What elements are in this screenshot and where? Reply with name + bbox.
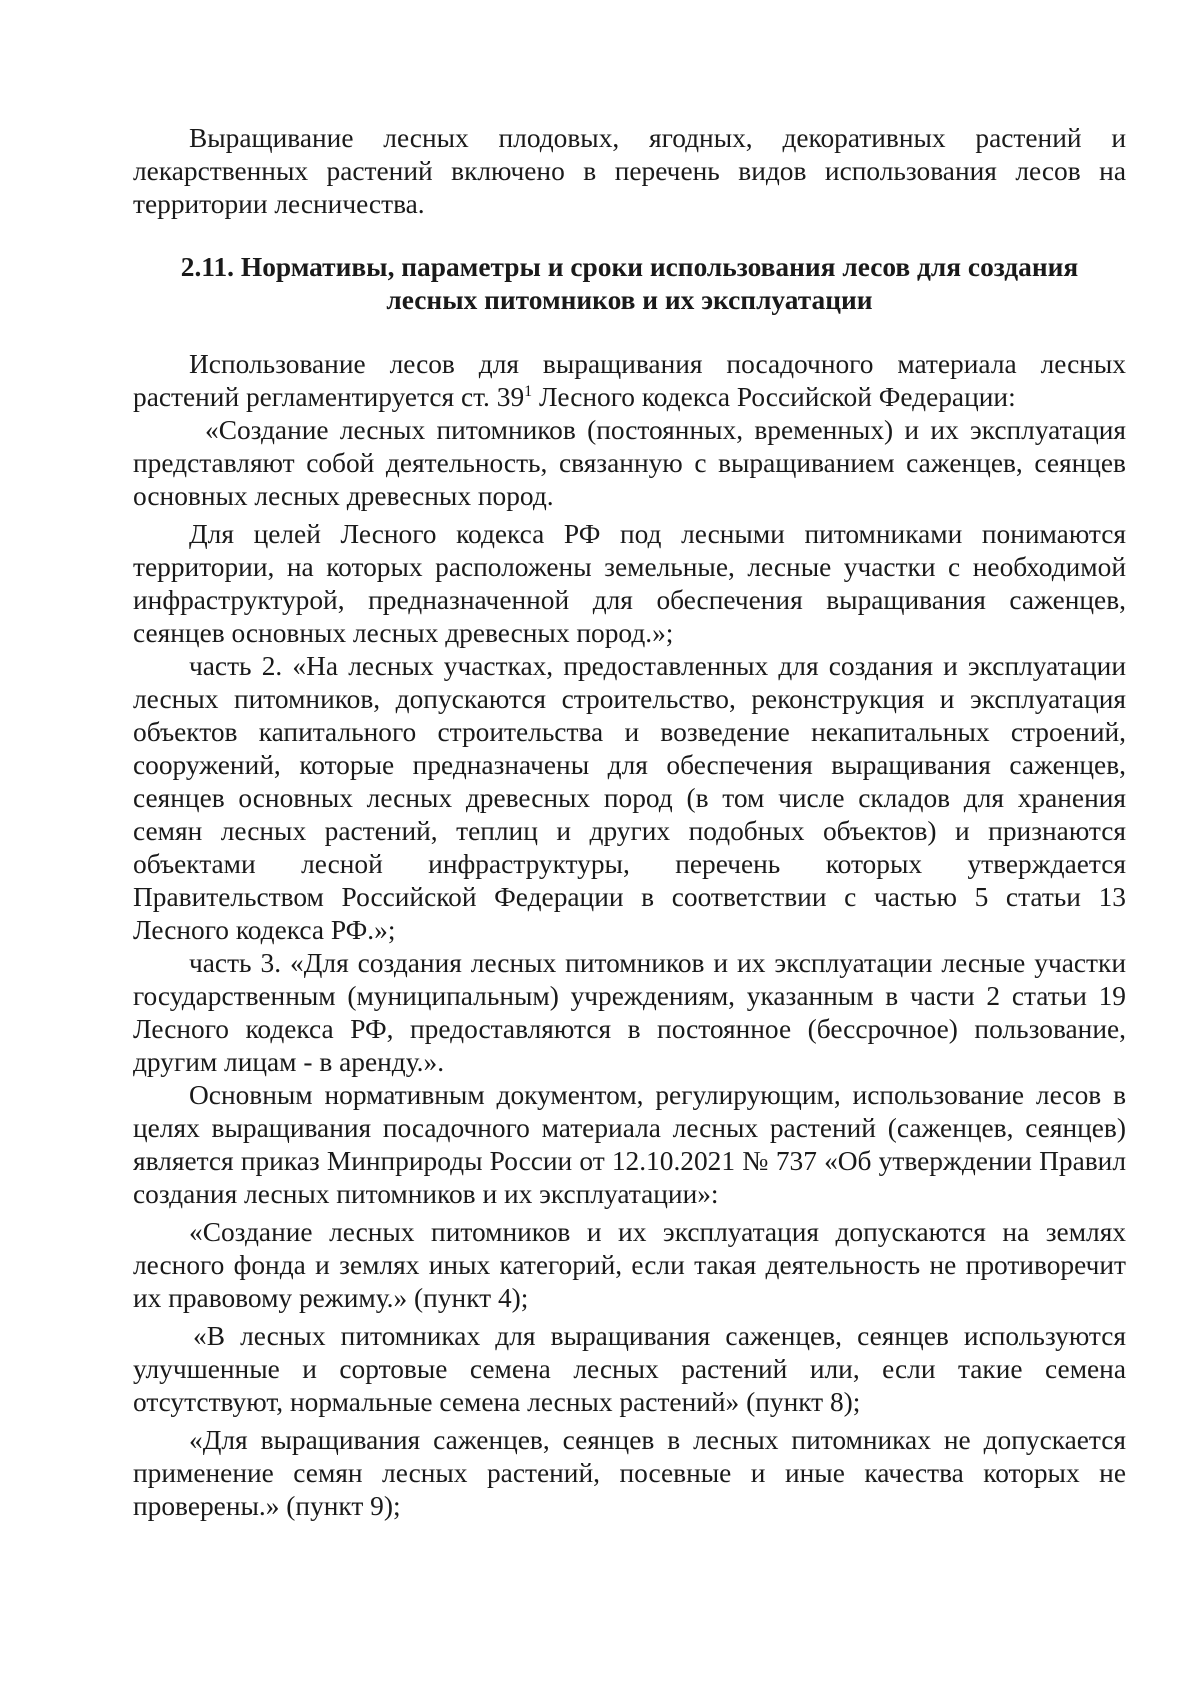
paragraph-article-39 (133, 348, 1126, 414)
paragraph-point-9: «Для выращивания саженцев, сеянцев в лесных питомниках не допускается применение семян лесных растений, посевные и иные качества которых не проверены.» (пункт 9); (133, 1425, 1126, 1521)
paragraph-text: Лесного кодекса Российской Федерации: (532, 382, 1016, 412)
superscript: 1 (524, 382, 533, 400)
paragraph-point-8: «В лесных питомниках для выращивания саженцев, сеянцев используются улучшенные и сортовые семена лесных растений или, если такие семена отсутствуют, нормальные семена лесных растений» (пункт 8); (133, 1321, 1126, 1417)
document-page (133, 122, 1126, 1523)
paragraph-part-2: часть 2. «На лесных участках, предоставленных для создания и эксплуатации лесных питомников, допускаются строительство, реконструкция и эксплуатация объектов капитального строительства и возведение некапитальных строений, сооружений, которые предназначены для обеспечения выращивания саженцев, сеянцев основных лесных древесных пород (в том числе складов для хранения семян лесных растений, теплиц и других подобных объектов) и признаются объектами лесной инфраструктуры, перечень которых утверждается Правительством Российской Федерации в соответствии с частью 5 статьи 13 Лесного кодекса РФ.»; (133, 651, 1126, 945)
paragraph-quote-creation: «Создание лесных питомников (постоянных, временных) и их эксплуатация представляют собой деятельность, связанную с выращиванием саженцев, сеянцев основных лесных древесных пород. (133, 415, 1126, 511)
paragraph-text: Использование лесов для выращивания посадочного материала лесных растений регламентируется ст. 39 (133, 349, 1126, 412)
section-heading: 2.11. Нормативы, параметры и сроки использования лесов для создания лесных питомников и их эксплуатации (180, 252, 1079, 315)
paragraph-point-4: «Создание лесных питомников и их эксплуатация допускаются на землях лесного фонда и землях иных категорий, если такая деятельность не противоречит их правовому режиму.» (пункт 4); (133, 1217, 1126, 1313)
paragraph-part-3: часть 3. «Для создания лесных питомников и их эксплуатации лесные участки государственным (муниципальным) учреждениям, указанным в части 2 статьи 19 Лесного кодекса РФ, предоставляются в постоянное (бессрочное) пользование, другим лицам - в аренду.». (133, 948, 1126, 1077)
paragraph-intro: Выращивание лесных плодовых, ягодных, декоративных растений и лекарственных растений включено в перечень видов использования лесов на территории лесничества. (133, 123, 1126, 219)
paragraph-definition: Для целей Лесного кодекса РФ под лесными питомниками понимаются территории, на которых расположены земельные, лесные участки с необходимой инфраструктурой, предназначенной для обеспечения выращивания саженцев, сеянцев основных лесных древесных пород.»; (133, 519, 1126, 648)
paragraph-main-document: Основным нормативным документом, регулирующим, использование лесов в целях выращивания посадочного материала лесных растений (саженцев, сеянцев) является приказ Минприроды России от 12.10.2021 № 737 «Об утверждении Правил создания лесных питомников и их эксплуатации»: (133, 1080, 1126, 1209)
